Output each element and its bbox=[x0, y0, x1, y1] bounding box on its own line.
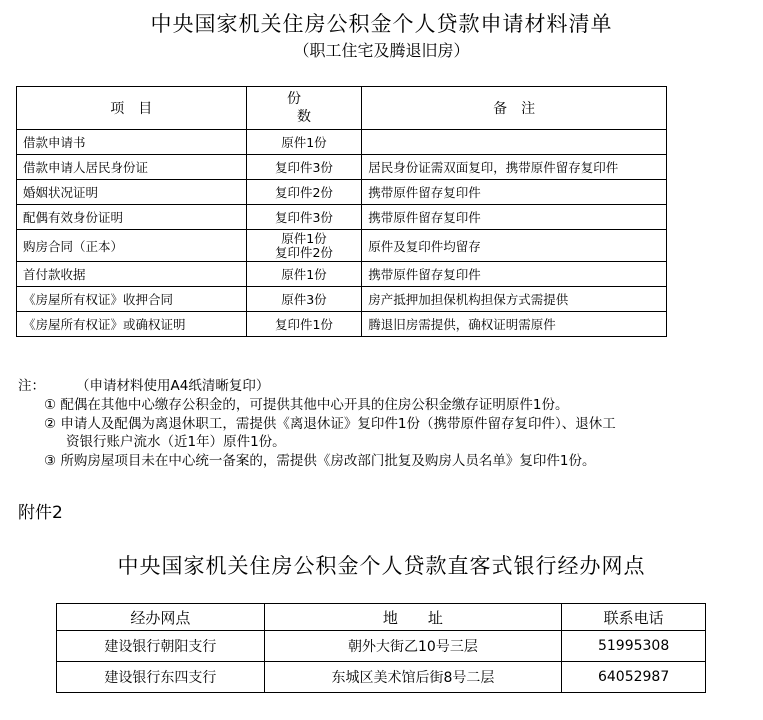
notes-paper-note: （申请材料使用A4纸清晰复印） bbox=[76, 378, 270, 394]
row-remark: 携带原件留存复印件 bbox=[362, 180, 667, 205]
row-remark: 携带原件留存复印件 bbox=[362, 205, 667, 230]
branch-name: 建设银行东四支行 bbox=[57, 662, 265, 693]
note-item-1: ① 配偶在其他中心缴存公积金的，可提供其他中心开具的住房公积金缴存证明原件1份。 bbox=[44, 397, 569, 413]
note-item-3: ③ 所购房屋项目未在中心统一备案的，需提供《房改部门批复及购房人员名单》复印件1份。 bbox=[44, 453, 596, 469]
row-item: 《房屋所有权证》或确权证明 bbox=[17, 312, 247, 337]
table-row bbox=[57, 631, 706, 662]
header-item-label: 项 目 bbox=[110, 101, 153, 117]
branches-table bbox=[56, 603, 706, 693]
row-item: 婚姻状况证明 bbox=[17, 180, 247, 205]
row-copies: 复印件1份 bbox=[246, 312, 362, 337]
row-copies-line: 原件1份 bbox=[281, 230, 327, 246]
table-row bbox=[17, 155, 667, 180]
header-copies-top: 份 bbox=[286, 91, 301, 107]
row-remark bbox=[362, 130, 667, 155]
row-remark: 腾退旧房需提供，确权证明需原件 bbox=[362, 312, 667, 337]
table-row bbox=[17, 205, 667, 230]
document-subtitle: （职工住宅及腾退旧房） bbox=[293, 41, 470, 60]
header-copies-bottom: 数 bbox=[296, 109, 311, 125]
table-row bbox=[17, 180, 667, 205]
header-item bbox=[17, 87, 247, 130]
branch-address: 朝外大街乙10号三层 bbox=[264, 631, 562, 662]
row-item: 借款申请书 bbox=[17, 130, 247, 155]
table-row bbox=[17, 287, 667, 312]
annex-label: 附件2 bbox=[18, 503, 63, 523]
branches-header-row bbox=[57, 604, 706, 631]
table-row bbox=[17, 130, 667, 155]
header-remark bbox=[362, 87, 667, 130]
header-copies bbox=[246, 87, 362, 130]
note-item-2: ② 申请人及配偶为离退休职工，需提供《离退休证》复印件1份（携带原件留存复印件）、退休工 bbox=[44, 416, 616, 432]
table-row bbox=[57, 662, 706, 693]
table-row bbox=[17, 230, 667, 262]
annex-title: 中央国家机关住房公积金个人贷款直客式银行经办网点 bbox=[117, 554, 646, 578]
branch-phone: 64052987 bbox=[562, 662, 706, 693]
row-copies: 复印件3份 bbox=[246, 205, 362, 230]
document-title: 中央国家机关住房公积金个人贷款申请材料清单 bbox=[150, 12, 613, 36]
branch-name: 建设银行朝阳支行 bbox=[57, 631, 265, 662]
row-copies: 原件1份 bbox=[246, 262, 362, 287]
row-remark: 房产抵押加担保机构担保方式需提供 bbox=[362, 287, 667, 312]
row-item: 借款申请人居民身份证 bbox=[17, 155, 247, 180]
note-item-2-continued: 资银行账户流水（近1年）原件1份。 bbox=[66, 434, 286, 450]
branch-address: 东城区美术馆后街8号二层 bbox=[264, 662, 562, 693]
materials-header-row bbox=[17, 87, 667, 130]
materials-table bbox=[16, 86, 667, 337]
row-copies: 复印件2份 bbox=[246, 180, 362, 205]
header-address: 地 址 bbox=[264, 604, 562, 631]
header-remark-label: 备 注 bbox=[493, 101, 536, 117]
notes-label: 注： bbox=[18, 378, 45, 394]
row-remark: 原件及复印件均留存 bbox=[362, 230, 667, 262]
table-row bbox=[17, 262, 667, 287]
row-copies bbox=[246, 230, 362, 262]
row-copies: 原件3份 bbox=[246, 287, 362, 312]
row-item: 配偶有效身份证明 bbox=[17, 205, 247, 230]
row-remark: 居民身份证需双面复印，携带原件留存复印件 bbox=[362, 155, 667, 180]
branch-phone: 51995308 bbox=[562, 631, 706, 662]
table-row bbox=[17, 312, 667, 337]
row-item: 购房合同（正本） bbox=[17, 230, 247, 262]
row-item: 《房屋所有权证》收押合同 bbox=[17, 287, 247, 312]
header-phone: 联系电话 bbox=[562, 604, 706, 631]
row-copies: 原件1份 bbox=[246, 130, 362, 155]
header-branch-name: 经办网点 bbox=[57, 604, 265, 631]
row-remark: 携带原件留存复印件 bbox=[362, 262, 667, 287]
row-copies: 复印件3份 bbox=[246, 155, 362, 180]
row-copies-line: 复印件2份 bbox=[274, 244, 333, 260]
row-item: 首付款收据 bbox=[17, 262, 247, 287]
